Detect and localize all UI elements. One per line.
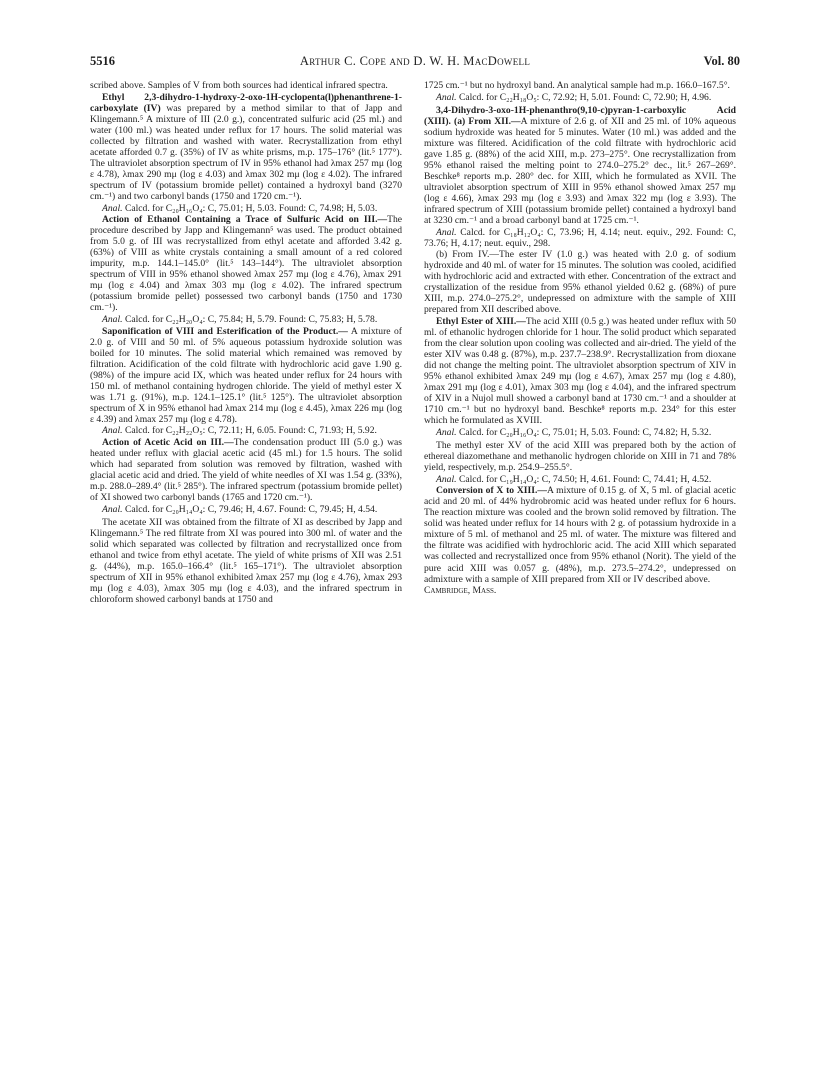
author-location: Cambridge, Mass. (424, 585, 497, 597)
page-number: 5516 (90, 54, 115, 68)
paragraph-text: A mixture of 2.0 g. of VIII and 50 ml. of 5% aqueous potassium hydroxide solution was boiled for 10 minutes. The solid material which remained was removed by filtration. Acidification of the cold filtrate with hydrochloric acid gave 1.90 g. (98%) of the impure acid IX, which was heated under reflux for 24 hours with 150 ml. of methanol containing hydrogen chloride. The yield of methyl ester X was 1.71 g. (91%), m.p. 124.1–125.1° (lit.⁵ 125°). The ultraviolet absorption spectrum of X in 95% ethanol had λmax 214 mμ (log ε 4.45), λmax 226 mμ (log ε 4.39) and λmax 257 mμ (log ε 4.78). (90, 325, 403, 425)
analysis-text: Calcd. for C₂₀H₁₄O₄: C, 79.46; H, 4.67. Found: C, 79.45; H, 4.54. (124, 503, 378, 515)
paragraph (424, 249, 736, 315)
section-heading: Action of Ethanol Containing a Trace of Sulfuric Acid on III.— (102, 214, 388, 226)
section-heading: Action of Acetic Acid on III.— (102, 437, 234, 448)
analysis-line (90, 504, 402, 515)
paragraph: The methyl ester XV of the acid XIII was prepared both by the action of ethereal diazomethane and methanolic hydrogen chloride on XIII in 71 and 78% yield, respectively, m.p. 254.9–255.5°. (424, 440, 736, 474)
paragraph (90, 437, 402, 503)
anal-label: Anal. (102, 503, 123, 515)
paragraph-text: A mixture of 0.15 g. of X, 5 ml. of glacial acetic acid and 20 ml. of 44% hydrobromic acid was heated under reflux for 6 hours. The reaction mixture was cooled and the brown solid removed by filtration. The solid was heated under reflux for 14 hours with 2 g. of potassium hydroxide in a mixture of 5 ml. of methanol and 25 ml. of water. The mixture was filtered and the filtrate was acidified with hydrochloric acid. The acid XIII which separated was collected and recrystallized once from 95% ethanol (Norit). The yield of the pure acid XIII was 0.057 g. (48%), m.p. 273.5–274.2°, undepressed on admixture with a sample of XIII prepared from XII or IV described above. (424, 485, 736, 585)
running-head-authors: Arthur C. Cope and D. W. H. MacDowell (299, 54, 531, 68)
paragraph (424, 105, 736, 227)
section-heading: Conversion of X to XIII.— (436, 485, 547, 497)
right-column (424, 80, 736, 597)
anal-label: Anal. (436, 473, 457, 485)
paragraph-text: The acid XIII (0.5 g.) was heated under reflux with 50 ml. of ethanolic hydrogen chloride for 1 hour. The solid product which separated from the clear solution upon cooling was collected and air-dried. The yield of the ester XIV was 0.48 g. (87%), m.p. 237.7–238.9°. Recrystallization from dioxane did not change the melting point. The ultraviolet absorption spectrum of XIV in 95% ethanol exhibited λmax 249 mμ (log ε 4.67), λmax 257 mμ (log ε 4.80), λmax 291 mμ (log ε 4.01), λmax 303 mμ (log ε 4.04), and the infrared spectrum of XIV in a Nujol mull showed a carbonyl band at 1730 cm.⁻¹ and a shoulder at 1710 cm.⁻¹ but no hydroxyl band. Beschke⁸ reports m.p. 234° for this ester which he formulated as XVIII. (424, 315, 736, 427)
section-heading: 3,4-Dihydro-3-oxo-1H-phenanthro(9,10-c)pyran-1-carboxylic Acid (XIII). (a) From XII.— (424, 104, 736, 127)
volume-number: Vol. 80 (703, 54, 740, 68)
analysis-text: Calcd. for C₂₂H₂₂O₅: C, 72.11; H, 6.05. Found: C, 71.93; H, 5.92. (124, 425, 377, 437)
paragraph (424, 485, 736, 584)
section-heading: Saponification of VIII and Esterification of the Product.— (102, 325, 348, 337)
anal-label: Anal. (436, 91, 457, 103)
running-header (90, 54, 740, 72)
anal-label: Anal. (436, 226, 457, 238)
anal-label: Anal. (102, 202, 123, 214)
analysis-text: Calcd. for C₂₂H₁₈O₅: C, 72.92; H, 5.01. Found: C, 72.90; H, 4.96. (458, 91, 712, 103)
analysis-line (424, 474, 736, 485)
analysis-line (424, 92, 736, 103)
paragraph-text: was prepared by a method similar to that of Japp and Klingemann.⁵ A mixture of III (2.0 g.), concentrated sulfuric acid (25 ml.) and water (100 ml.) was heated under reflux for 17 hours. The solid material was collected by filtration and washed with water. Recrystallization from ethyl acetate afforded 0.7 g. (35%) of IV as white prisms, m.p. 175–176° (lit.⁵ 177°). The ultraviolet absorption spectrum of IV in 95% ethanol had λmax 257 mμ (log ε 4.78), λmax 290 mμ (log ε 4.03) and λmax 302 mμ (log ε 4.02). The infrared spectrum of IV (potassium bromide pellet) contained a hydroxyl band (3270 cm.⁻¹) and two carbonyl bands (1750 and 1720 cm.⁻¹). (90, 102, 402, 202)
analysis-text: Calcd. for C₂₂H₂₀O₄: C, 75.84; H, 5.79. Found: C, 75.83; H, 5.78. (124, 313, 378, 325)
paragraph: The acetate XII was obtained from the filtrate of XI as described by Japp and Klingemann.⁵ The red filtrate from XI was poured into 300 ml. of water and the solid which separated was collected by filtration and recrystallized once from ethanol and twice from ethyl acetate. The yield of white prisms of XII was 2.51 g. (44%), m.p. 165.0–166.4° (lit.⁵ 165–171°). The ultraviolet absorption spectrum of XII in 95% ethanol exhibited λmax 257 mμ (log ε 4.76), λmax 293 mμ (log ε 4.03), λmax 305 mμ (log ε 4.03), and the infrared spectrum in chloroform showed carbonyl bands at 1750 and (90, 516, 402, 606)
section-heading: Ethyl 2,3-dihydro-1-hydroxy-2-oxo-1H-cyclopenta(l)phenanthrene-1-carboxylate (IV) (90, 91, 402, 114)
paragraph: 1725 cm.⁻¹ but no hydroxyl band. An analytical sample had m.p. 166.0–167.5°. (424, 80, 730, 91)
analysis-text: Calcd. for C₁₉H₁₄O₄: C, 74.50; H, 4.61. Found: C, 74.41; H, 4.52. (458, 473, 712, 485)
analysis-line (90, 314, 402, 325)
paragraph-text: A mixture of 2.6 g. of XII and 25 ml. of 10% aqueous sodium hydroxide was heated for 5 minutes. Water (10 ml.) was added and the mixture was filtered. Acidification of the cold filtrate with hydrochloric acid gave 1.85 g. (88%) of the acid XIII, m.p. 273–275°. One recrystallization from 95% ethanol raised the melting point to 274.0–275.2° dec., lit.⁵ 267–269°. Beschke⁸ reports m.p. 280° dec. for XIII, which he formulated as XVII. The ultraviolet absorption spectrum of XIII in 95% ethanol showed λmax 257 mμ (log ε 4.66), λmax 293 mμ (log ε 3.93) and λmax 322 mμ (log ε 3.93). The infrared spectrum of XIII (potassium bromide pellet) contained a hydroxyl band at 3230 cm.⁻¹ and a broad carbonyl band at 1725 cm.⁻¹. (424, 115, 736, 227)
anal-label: Anal. (436, 426, 457, 438)
analysis-text: Calcd. for C₁₈H₁₂O₄: C, 73.96; H, 4.14; neut. equiv., 292. Found: C, 73.76; H, 4.17; neut. equiv., 298. (424, 226, 737, 249)
analysis-line (90, 203, 402, 214)
analysis-text: Calcd. for C₂₀H₁₆O₄: C, 75.01; H, 5.03. Found: C, 74.82; H, 5.32. (458, 426, 712, 438)
analysis-line (424, 227, 736, 249)
paragraph-text: The procedure described by Japp and Klingemann⁵ was used. The product obtained from 5.0 g. of III was recrystallized from ethyl acetate and afforded 3.42 g. (63%) of VIII as white crystals containing a small amount of a red colored impurity, m.p. 144.1–145.0° (lit.⁵ 143–144°). The ultraviolet absorption spectrum of VIII in 95% ethanol showed λmax 257 mμ (log ε 4.76), λmax 291 mμ (log ε 4.04) and λmax 303 mμ (log ε 4.02). The infrared spectrum (potassium bromide pellet) possessed two carbonyl bands (1750 and 1730 cm.⁻¹). (90, 214, 402, 314)
analysis-line (424, 427, 736, 438)
paragraph: scribed above. Samples of V from both sources had identical infrared spectra. (90, 80, 388, 91)
subsection-label: (b) From IV.— (436, 249, 500, 261)
paragraph (90, 92, 402, 202)
paragraph-text: The ester IV (1.0 g.) was heated with 2.0 g. of sodium hydroxide and 40 ml. of water for 15 minutes. The solution was cooled, acidified with hydrochloric acid and extracted with ether. Concentration of the extract and crystallization of the residue from 95% ethanol yielded 0.62 g. (68%) of pure XIII, m.p. 274.0–275.2°, undepressed on admixture with the sample of XIII prepared from XII described above. (424, 249, 736, 316)
paragraph-text: The condensation product III (5.0 g.) was heated under reflux with glacial acetic acid (45 ml.) for 1.5 hours. The solid which had separated from solution was removed by filtration, washed with glacial acetic acid and dried. The yield of white needles of XI was 1.54 g. (33%), m.p. 288.0–289.4° (lit.⁵ 285°). The infrared spectrum (potassium bromide pellet) of XI showed two carbonyl bands (1765 and 1720 cm.⁻¹). (90, 437, 402, 504)
paragraph (424, 316, 736, 426)
section-heading: Ethyl Ester of XIII.— (436, 315, 526, 327)
anal-label: Anal. (102, 425, 123, 437)
anal-label: Anal. (102, 313, 123, 325)
analysis-line (90, 425, 402, 436)
paragraph (90, 214, 402, 313)
analysis-text: Calcd. for C₂₀H₁₆O₄: C, 75.01; H, 5.03. Found: C, 74.98; H, 5.03. (124, 202, 378, 214)
paragraph (90, 326, 402, 425)
left-column (90, 80, 402, 606)
